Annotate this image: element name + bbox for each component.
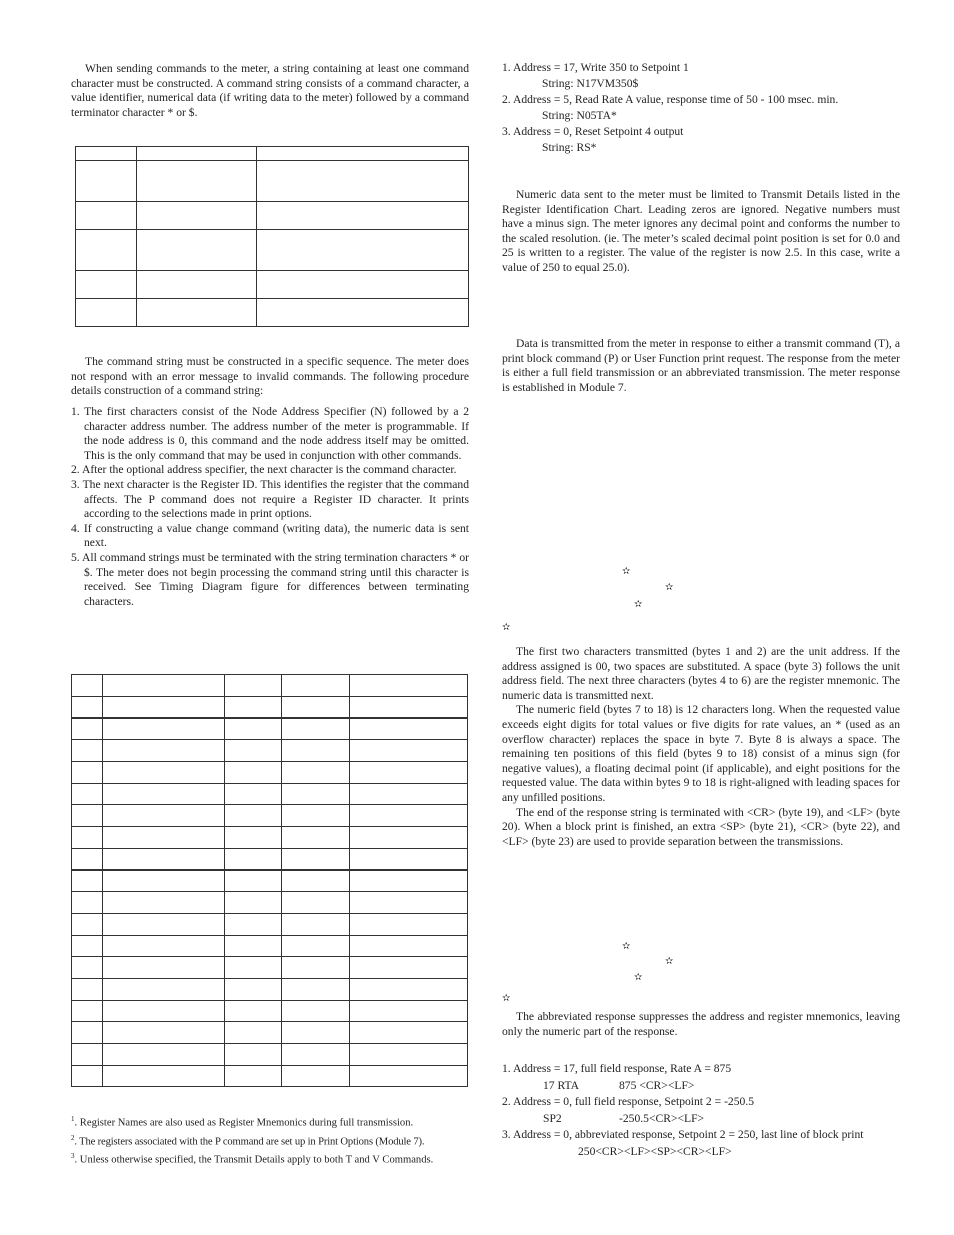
table-cell — [103, 783, 225, 805]
table-row — [72, 848, 468, 870]
table-cell — [282, 805, 350, 827]
table-cell — [103, 913, 225, 935]
table-row — [72, 978, 468, 1000]
full-field-paragraph: The end of the response string is terminated with <CR> (byte 19), and <LF> (byte 20). When a block print is finished, an extra <SP> (byte 21), <CR> (byte 22), and <LF> (byte 23) are used to provide separation between the transmissions. — [502, 805, 900, 848]
table-cell — [72, 870, 103, 892]
table-cell — [103, 870, 225, 892]
table-cell — [72, 805, 103, 827]
table-cell — [72, 1065, 103, 1087]
table-cell — [350, 913, 468, 935]
table-cell — [225, 697, 282, 719]
table-cell — [137, 147, 257, 161]
table-cell — [76, 271, 137, 299]
table-cell — [350, 935, 468, 957]
table-row — [72, 762, 468, 784]
star-icon: ✫ — [502, 993, 511, 1004]
table-cell — [225, 848, 282, 870]
table-cell — [72, 913, 103, 935]
table-cell — [350, 1044, 468, 1066]
table-row — [72, 1022, 468, 1044]
table-cell — [137, 299, 257, 327]
list-item: 1. The first characters consist of the Node Address Specifier (N) followed by a 2 character address number. The address number of the meter is programmable. If the node address is 0, this command and the node address itself may be omitted. This is the only command that may be used in conjunction with other commands. — [71, 405, 469, 462]
table-cell — [72, 935, 103, 957]
table-cell — [225, 675, 282, 697]
footnotes — [71, 1112, 469, 1168]
table-cell — [282, 957, 350, 979]
table-cell — [72, 827, 103, 849]
table-cell — [257, 271, 469, 299]
table-cell — [350, 762, 468, 784]
table-cell — [282, 697, 350, 719]
table-cell — [350, 870, 468, 892]
table-cell — [257, 299, 469, 327]
table-cell — [257, 202, 469, 230]
table-cell — [225, 783, 282, 805]
star-icon: ✫ — [665, 956, 674, 967]
table-cell — [137, 230, 257, 271]
construction-steps — [71, 405, 469, 609]
table-cell — [103, 1044, 225, 1066]
table-cell — [103, 675, 225, 697]
table-cell — [103, 1022, 225, 1044]
response-value: 875 <CR><LF> — [619, 1078, 695, 1092]
star-icon: ✫ — [634, 599, 643, 610]
table-cell — [350, 957, 468, 979]
table-cell — [103, 848, 225, 870]
response-address: 17 RTA — [543, 1078, 580, 1092]
table-cell — [225, 718, 282, 740]
list-item: 4. If constructing a value change command (writing data), the numeric data is sent next. — [71, 521, 469, 550]
table-cell — [225, 957, 282, 979]
table-cell — [225, 892, 282, 914]
star-icon: ✫ — [665, 582, 674, 593]
table-cell — [76, 147, 137, 161]
table-cell — [72, 718, 103, 740]
table-cell — [103, 827, 225, 849]
full-field-paragraph: The numeric field (bytes 7 to 18) is 12 characters long. When the requested value exceeds eight digits for total values or five digits for rate values, an * (used as an overflow character) replaces the space in byte 7. Byte 8 is always a space. The remaining ten positions of this field (bytes 9 to 18) consist of a minus sign (for negative values), a floating decimal point (if applicable), and eight positions for the requested value. The data within bytes 9 to 18 is right-aligned with leading spaces for any unfilled positions. — [502, 703, 900, 804]
abbreviated-paragraph: The abbreviated response suppresses the address and register mnemonics, leaving only the numeric part of the response. — [502, 1010, 900, 1038]
example-line: 2. Address = 5, Read Rate A value, response time of 50 - 100 msec. min. — [502, 93, 839, 106]
table-cell — [76, 299, 137, 327]
table-cell — [76, 202, 137, 230]
table-cell — [103, 1065, 225, 1087]
table-cell — [72, 740, 103, 762]
table-cell — [282, 675, 350, 697]
register-table — [71, 674, 468, 1087]
table-cell — [137, 271, 257, 299]
response-value: 250<CR><LF><SP><CR><LF> — [578, 1144, 732, 1158]
table-cell — [72, 848, 103, 870]
table-cell — [72, 675, 103, 697]
table-cell — [350, 697, 468, 719]
table-cell — [282, 935, 350, 957]
table-cell — [72, 1044, 103, 1066]
footnote-mark: 2 — [71, 1133, 75, 1142]
response-value: -250.5<CR><LF> — [619, 1111, 705, 1125]
table-cell — [225, 935, 282, 957]
table-cell — [137, 161, 257, 202]
response-output — [502, 1144, 900, 1161]
table-cell — [282, 1022, 350, 1044]
example-line: 1. Address = 17, Write 350 to Setpoint 1 — [502, 61, 689, 74]
table-cell — [72, 1000, 103, 1022]
table-cell — [103, 978, 225, 1000]
full-field-paragraph: The first two characters transmitted (bytes 1 and 2) are the unit address. If the address assigned is 00, two spaces are substituted. A space (byte 3) follows the unit address field. The next three characters (bytes 4 to 6) are the register mnemonic. The numeric data is transmitted next. — [502, 645, 900, 702]
table-cell — [282, 978, 350, 1000]
table-row — [72, 697, 468, 719]
table-cell — [282, 762, 350, 784]
table-cell — [282, 1044, 350, 1066]
table-cell — [76, 230, 137, 271]
table-cell — [225, 740, 282, 762]
table-cell — [350, 892, 468, 914]
response-examples — [502, 1061, 900, 1160]
example-string: String: RS* — [542, 141, 597, 154]
footnote-3 — [71, 1149, 469, 1168]
table-cell — [282, 783, 350, 805]
table-row — [72, 957, 468, 979]
table-row — [72, 913, 468, 935]
response-line: 3. Address = 0, abbreviated response, Setpoint 2 = 250, last line of block print — [502, 1128, 864, 1141]
table-cell — [103, 935, 225, 957]
footnote-mark: 1 — [71, 1115, 75, 1123]
table-cell — [103, 805, 225, 827]
table-cell — [350, 718, 468, 740]
example-string: String: N17VM350$ — [542, 77, 639, 90]
table-cell — [72, 783, 103, 805]
list-item: 2. After the optional address specifier, the next character is the command character. — [71, 463, 457, 477]
table-cell — [225, 762, 282, 784]
table-cell — [350, 740, 468, 762]
table-row — [72, 827, 468, 849]
table-cell — [282, 913, 350, 935]
response-output — [502, 1078, 900, 1095]
table-cell — [350, 1000, 468, 1022]
table-cell — [350, 848, 468, 870]
table-cell — [76, 161, 137, 202]
table-cell — [282, 1065, 350, 1087]
numeric-data-paragraph: Numeric data sent to the meter must be limited to Transmit Details listed in the Register Identification Chart. Leading zeros are ignored. Negative numbers must have a minus sign. The meter ignores any decimal point and conforms the number to the scaled resolution. (ie. The meter’s scaled decimal point position is set for 0.0 and 25 is written to a register. The value of the register is now 2.5. In this case, write a value of 250 to equal 25.0). — [502, 188, 900, 274]
table-row — [72, 1044, 468, 1066]
table-row — [72, 1065, 468, 1087]
sequence-intro: The command string must be constructed in a specific sequence. The meter does not respond with an error message to invalid commands. The following procedure details construction of a command string: — [71, 355, 469, 398]
response-line: 2. Address = 0, full field response, Setpoint 2 = -250.5 — [502, 1095, 755, 1108]
example-line: 3. Address = 0, Reset Setpoint 4 output — [502, 125, 684, 138]
table-cell — [103, 957, 225, 979]
table-cell — [282, 892, 350, 914]
table-cell — [225, 1044, 282, 1066]
table-cell — [103, 718, 225, 740]
table-cell — [72, 957, 103, 979]
table-cell — [103, 1000, 225, 1022]
table-cell — [257, 147, 469, 161]
table-row — [72, 740, 468, 762]
table-cell — [72, 697, 103, 719]
table-cell — [225, 978, 282, 1000]
footnote-text: . The registers associated with the P command are set up in Print Options (Module 7). — [74, 1136, 425, 1148]
response-address: SP2 — [543, 1111, 562, 1125]
table-cell — [350, 978, 468, 1000]
table-cell — [350, 675, 468, 697]
table-cell — [282, 870, 350, 892]
star-icon: ✫ — [622, 566, 631, 577]
table-cell — [257, 161, 469, 202]
table-cell — [225, 870, 282, 892]
table-cell — [103, 697, 225, 719]
table-cell — [103, 740, 225, 762]
table-cell — [72, 762, 103, 784]
table-cell — [72, 978, 103, 1000]
table-row — [72, 870, 468, 892]
table-row — [72, 675, 468, 697]
table-cell — [350, 1065, 468, 1087]
table-cell — [137, 202, 257, 230]
full-field-description — [502, 645, 900, 849]
table-cell — [350, 1022, 468, 1044]
example-string: String: N05TA* — [542, 109, 617, 122]
command-table — [75, 146, 469, 327]
response-line: 1. Address = 17, full field response, Rate A = 875 — [502, 1062, 732, 1075]
star-icon: ✫ — [634, 972, 643, 983]
table-cell — [225, 1000, 282, 1022]
table-cell — [282, 1000, 350, 1022]
table-row — [72, 935, 468, 957]
table-cell — [282, 848, 350, 870]
table-row — [72, 805, 468, 827]
table-cell — [225, 827, 282, 849]
table-cell — [350, 805, 468, 827]
response-output — [502, 1111, 900, 1128]
table-cell — [72, 1022, 103, 1044]
table-cell — [282, 827, 350, 849]
table-row — [72, 892, 468, 914]
footnote-text: . Register Names are also used as Register Mnemonics during full transmission. — [74, 1117, 414, 1129]
table-cell — [350, 783, 468, 805]
table-cell — [225, 1022, 282, 1044]
star-icon: ✫ — [502, 622, 511, 633]
transmitted-paragraph: Data is transmitted from the meter in response to either a transmit command (T), a print block command (P) or User Function print request. The response from the meter is either a full field transmission or an abbreviated transmission. The meter response is established in Module 7. — [502, 337, 900, 394]
table-cell — [225, 1065, 282, 1087]
table-cell — [72, 892, 103, 914]
intro-paragraph: When sending commands to the meter, a string containing at least one command character must be constructed. A command string consists of a command character, a value identifier, numerical data (if writing data to the meter) followed by a command terminator character * or $. — [71, 62, 469, 119]
table-row — [72, 718, 468, 740]
table-cell — [282, 718, 350, 740]
table-cell — [282, 740, 350, 762]
list-item: 3. The next character is the Register ID. This identifies the register that the command affects. The P command does not require a Register ID character. It prints according to the selections made in print options. — [71, 477, 469, 521]
footnote-1 — [71, 1112, 469, 1131]
table-cell — [225, 805, 282, 827]
star-icon: ✫ — [622, 941, 631, 952]
table-cell — [257, 230, 469, 271]
footnote-2 — [71, 1131, 469, 1150]
table-row — [72, 783, 468, 805]
list-item: 5. All command strings must be terminated with the string termination characters * or $. The meter does not begin processing the command string until this character is received. See Timing Diagram figure for differences between terminating characters. — [71, 550, 469, 608]
command-examples — [502, 60, 900, 156]
footnote-mark: 3 — [71, 1152, 75, 1161]
table-cell — [103, 762, 225, 784]
table-row — [72, 1000, 468, 1022]
table-cell — [103, 892, 225, 914]
table-cell — [350, 827, 468, 849]
table-cell — [225, 913, 282, 935]
footnote-text: . Unless otherwise specified, the Transmit Details apply to both T and V Commands. — [74, 1154, 434, 1166]
